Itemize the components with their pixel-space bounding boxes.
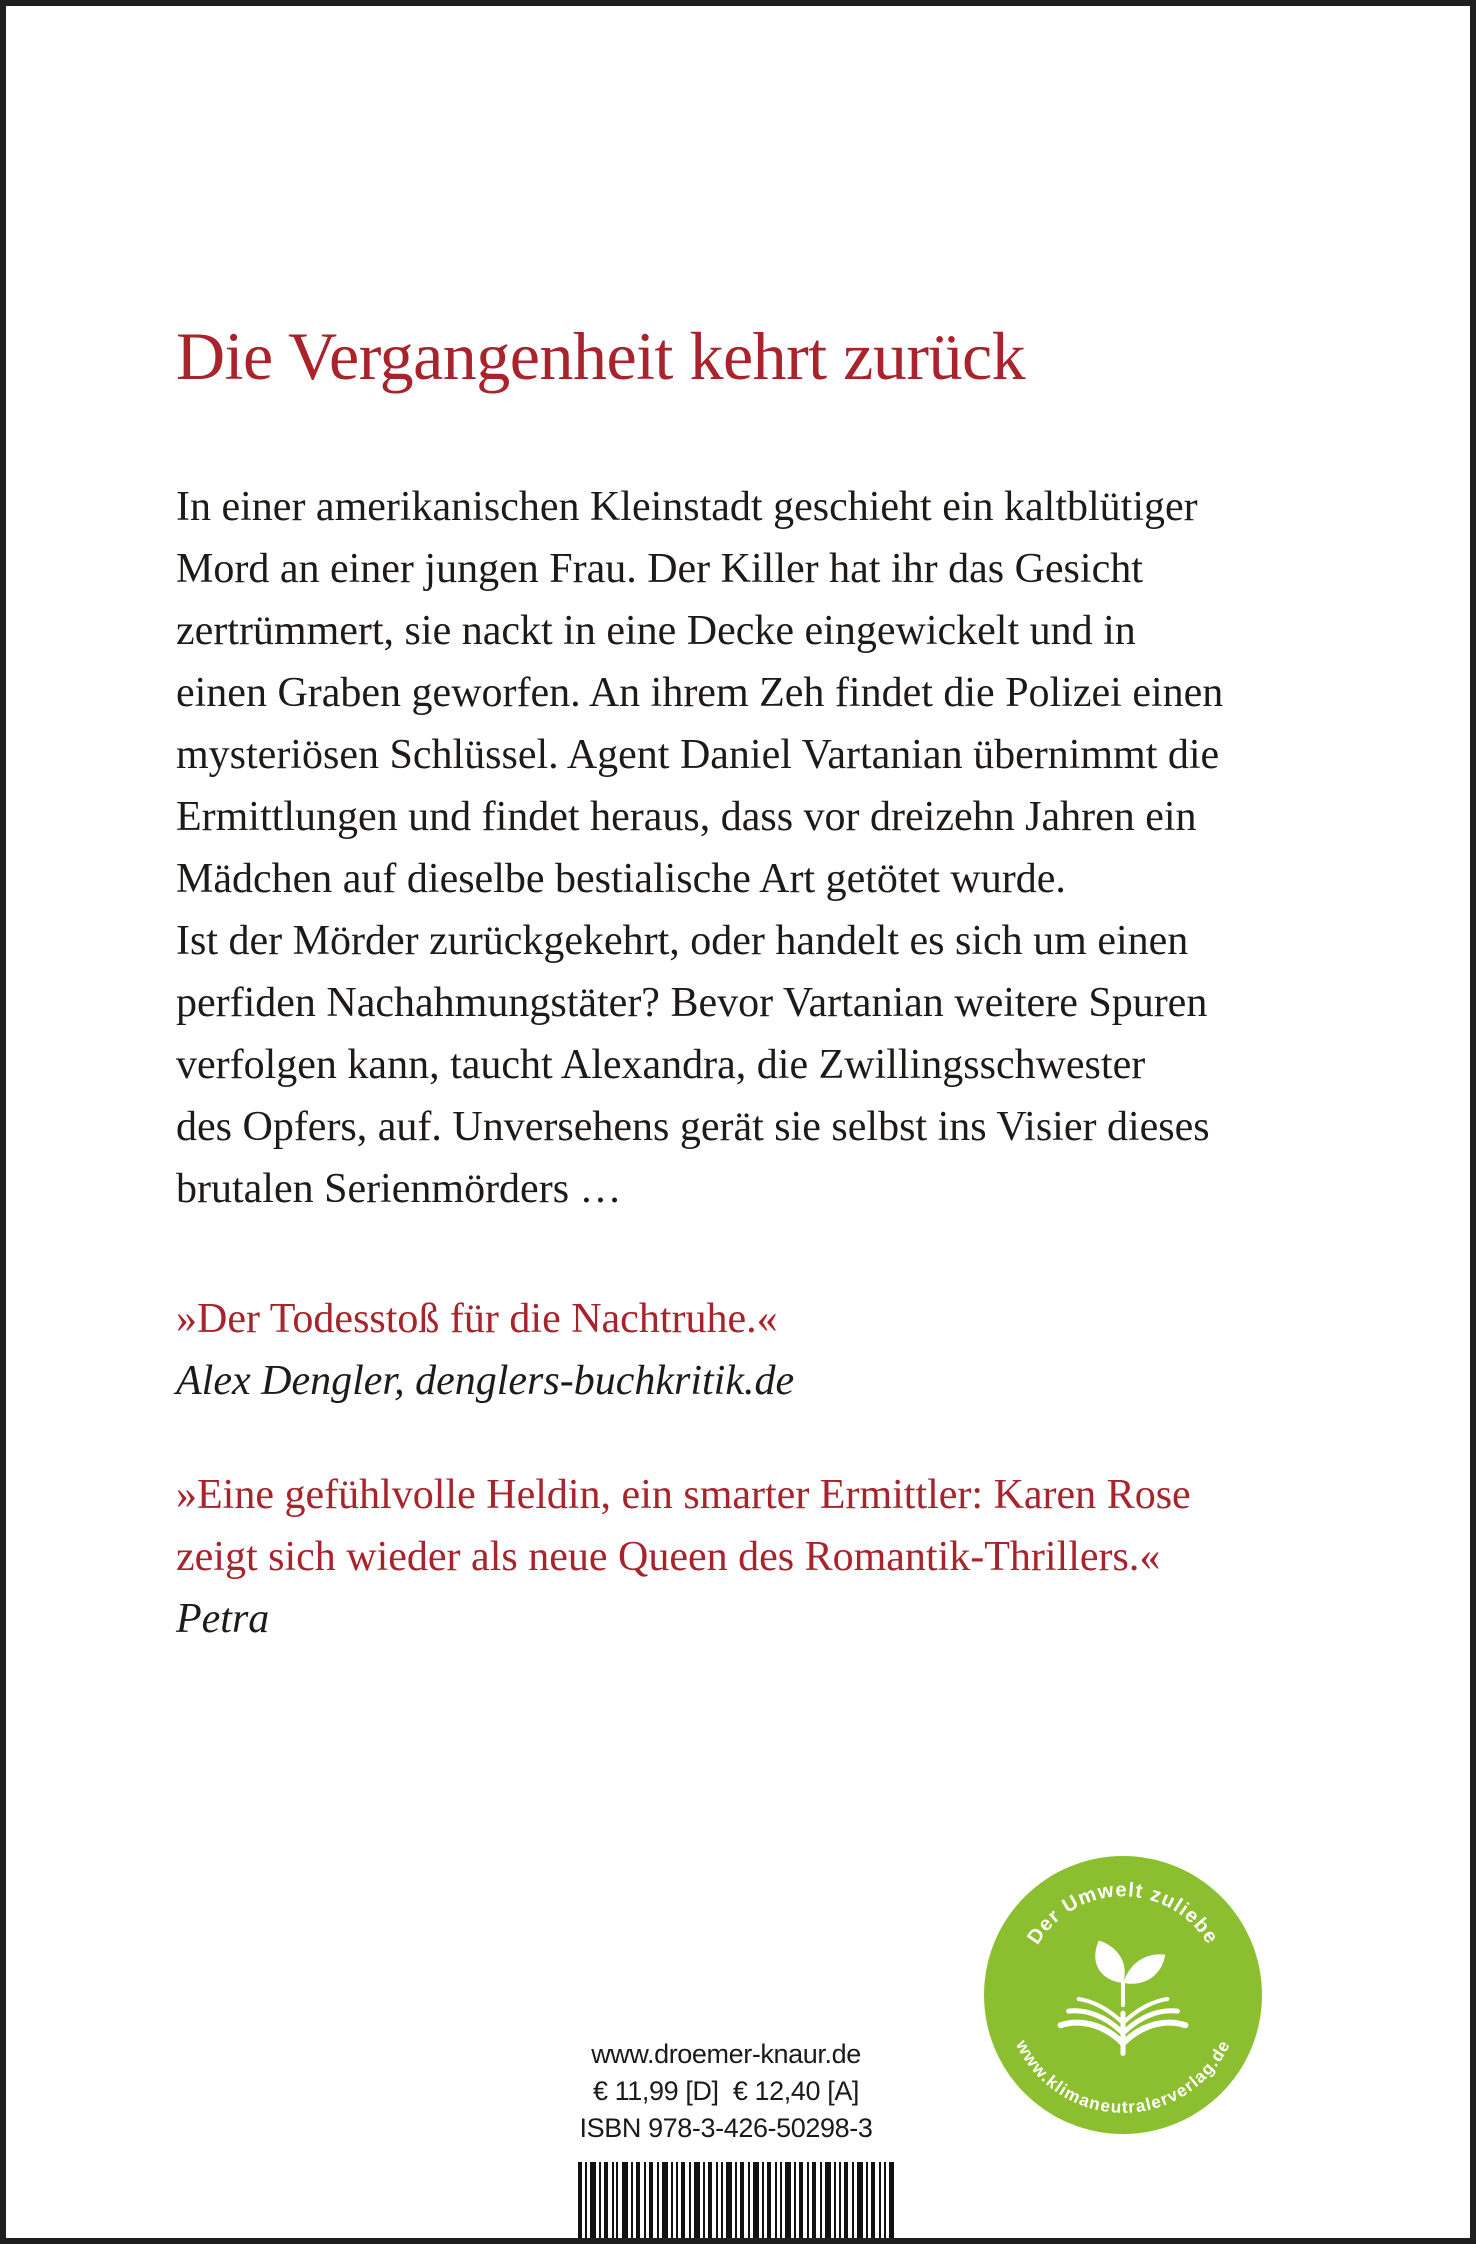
seal-bottom-text: www.klimaneutralerverlag.de <box>1012 2036 1234 2117</box>
review-quote <box>176 1288 1376 1412</box>
headline: Die Vergangenheit kehrt zurück <box>176 318 1026 394</box>
barcode-bar <box>578 2162 582 2238</box>
barcode-bar <box>740 2162 744 2238</box>
quote-source: Petra <box>176 1596 270 1642</box>
quote-source: Alex Dengler, denglers-buchkritik.de <box>176 1358 795 1404</box>
barcode-bar <box>616 2162 618 2238</box>
barcode-bar <box>726 2162 732 2238</box>
seal-top-text: Der Umwelt zuliebe <box>1023 1879 1223 1949</box>
quote-text: zeigt sich wieder als neue Queen des Romantik-Thrillers.« <box>176 1534 1161 1580</box>
review-quote <box>176 1464 1376 1650</box>
barcode-bar <box>708 2162 712 2238</box>
quote-text: »Der Todesstoß für die Nachtruhe.« <box>176 1296 778 1342</box>
barcode-bar <box>839 2162 841 2238</box>
blurb-line: Mädchen auf dieselbe bestialische Art getötet wurde. <box>176 856 1066 902</box>
barcode-bar <box>780 2162 782 2238</box>
barcode-bar <box>662 2162 668 2238</box>
barcode-bar <box>676 2162 678 2238</box>
barcode-bar <box>866 2162 868 2238</box>
barcode-bar <box>807 2162 809 2238</box>
eco-seal <box>982 1854 1264 2136</box>
barcode-bar <box>681 2162 685 2238</box>
barcode-bar <box>794 2162 796 2238</box>
barcode-bar <box>852 2162 854 2238</box>
blurb-line: Ermittlungen und findet heraus, dass vor dreizehn Jahren ein <box>176 794 1197 840</box>
blurb-line: In einer amerikanischen Kleinstadt geschieht ein kaltblütiger <box>176 484 1198 530</box>
barcode-bar <box>649 2162 653 2238</box>
publisher-website: www.droemer-knaur.de <box>591 2039 861 2069</box>
barcode-bar <box>785 2162 791 2238</box>
blurb-line: des Opfers, auf. Unversehens gerät sie selbst ins Visier dieses <box>176 1104 1210 1150</box>
barcode-bar <box>636 2162 640 2238</box>
blurb-line: brutalen Serienmörders … <box>176 1166 622 1212</box>
book-back-cover <box>6 6 1470 2238</box>
quote-text: »Eine gefühlvolle Heldin, ein smarter Ermittler: Karen Rose <box>176 1472 1191 1518</box>
barcode-bar <box>585 2162 587 2238</box>
barcode-bar <box>834 2162 836 2238</box>
barcode-bar <box>644 2162 646 2238</box>
barcode-bar <box>767 2162 771 2238</box>
barcode-bar <box>716 2162 718 2238</box>
barcode-bar <box>612 2162 614 2238</box>
barcode-bar <box>762 2162 764 2238</box>
isbn: ISBN 978-3-426-50298-3 <box>579 2113 873 2143</box>
barcode-bar <box>703 2162 705 2238</box>
barcode-bar <box>689 2162 691 2238</box>
barcode-bar <box>812 2162 816 2238</box>
blurb-line: verfolgen kann, taucht Alexandra, die Zwillingsschwester <box>176 1042 1146 1088</box>
barcode-bar <box>631 2162 633 2238</box>
blurb-line: Ist der Mörder zurückgekehrt, oder handelt es sich um einen <box>176 918 1189 964</box>
barcode-bar <box>599 2162 601 2238</box>
barcode-bar <box>622 2162 628 2238</box>
barcode-bar <box>721 2162 723 2238</box>
imprint <box>566 2036 886 2147</box>
barcode-bar <box>825 2162 831 2238</box>
barcode-bar <box>857 2162 863 2238</box>
barcode-bar <box>775 2162 777 2238</box>
barcode-bar <box>879 2162 881 2238</box>
barcode-bar <box>884 2162 886 2238</box>
price-info: € 11,99 [D] € 12,40 [A] <box>592 2076 860 2106</box>
barcode-bar <box>671 2162 673 2238</box>
barcode-bar <box>657 2162 659 2238</box>
barcode-bar <box>735 2162 737 2238</box>
barcode-bar <box>889 2162 894 2238</box>
barcode-bar <box>799 2162 803 2238</box>
blurb-line: Mord an einer jungen Frau. Der Killer hat ihr das Gesicht <box>176 546 1143 592</box>
barcode-bar <box>590 2162 596 2238</box>
blurb-line: einen Graben geworfen. An ihrem Zeh findet die Polizei einen <box>176 670 1224 716</box>
barcode-bar <box>748 2162 750 2238</box>
barcode <box>578 2162 898 2238</box>
barcode-bar <box>844 2162 848 2238</box>
barcode-bar <box>753 2162 759 2238</box>
barcode-bar <box>820 2162 822 2238</box>
blurb <box>176 476 1346 1220</box>
blurb-line: mysteriösen Schlüssel. Agent Daniel Vartanian übernimmt die <box>176 732 1220 778</box>
barcode-bar <box>694 2162 700 2238</box>
barcode-bar <box>604 2162 608 2238</box>
blurb-line: perfiden Nachahmungstäter? Bevor Vartanian weitere Spuren <box>176 980 1208 1026</box>
blurb-line: zertrümmert, sie nackt in eine Decke eingewickelt und in <box>176 608 1136 654</box>
barcode-bar <box>871 2162 875 2238</box>
